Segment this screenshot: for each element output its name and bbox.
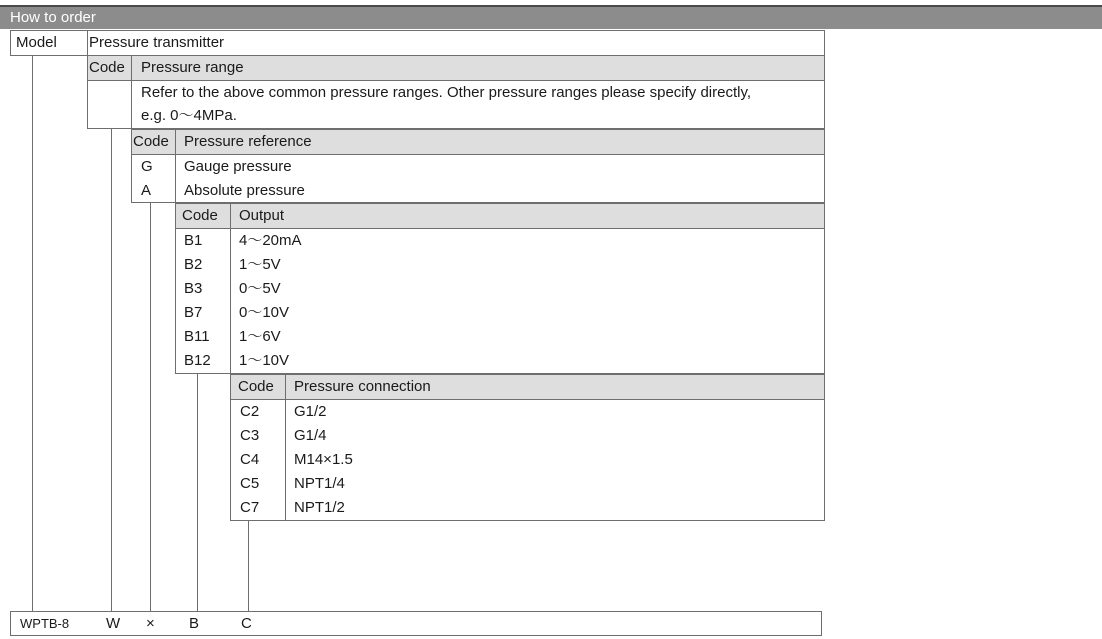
leader-line-range	[111, 129, 112, 611]
output-desc: 0～5V	[239, 280, 281, 297]
output-desc: 1～10V	[239, 352, 290, 369]
connection-desc: NPT1/4	[294, 475, 345, 492]
leader-line-connection	[248, 521, 249, 611]
model-label: Pressure transmitter	[89, 34, 225, 51]
output-desc: 4～20mA	[239, 232, 302, 249]
range-desc-line1: Refer to the above common pressure ranges. Other pressure ranges please specify directly,	[141, 84, 752, 101]
model-divider	[87, 30, 88, 56]
leader-line-reference	[150, 203, 151, 611]
connection-desc: M14×1.5	[294, 451, 353, 468]
connection-desc: G1/4	[294, 427, 327, 444]
output-code: B12	[184, 352, 211, 369]
reference-code: A	[141, 182, 152, 199]
output-code-divider	[230, 203, 231, 374]
connection-desc: NPT1/2	[294, 499, 345, 516]
example-range: W	[106, 615, 121, 632]
range-header-line	[87, 80, 825, 81]
connection-code: C4	[240, 451, 260, 468]
example-connection: C	[241, 615, 252, 632]
range-code-divider	[131, 55, 132, 129]
output-desc: 0～10V	[239, 304, 290, 321]
reference-code-divider	[175, 129, 176, 203]
reference-code-header: Code	[133, 133, 169, 150]
reference-desc: Gauge pressure	[184, 158, 292, 175]
connection-code: C3	[240, 427, 260, 444]
output-code-header: Code	[182, 207, 218, 224]
output-code: B11	[184, 328, 210, 345]
example-output: B	[189, 615, 200, 632]
output-desc: 1～5V	[239, 256, 281, 273]
reference-header-line	[131, 154, 825, 155]
output-code: B2	[184, 256, 203, 273]
connection-desc: G1/2	[294, 403, 327, 420]
output-label: Output	[239, 207, 285, 224]
output-header-line	[175, 228, 825, 229]
range-label: Pressure range	[141, 59, 244, 76]
leader-line-output	[197, 374, 198, 611]
reference-desc: Absolute pressure	[184, 182, 305, 199]
range-code-header: Code	[89, 59, 125, 76]
connection-label: Pressure connection	[294, 378, 431, 395]
range-desc-line2: e.g. 0～4MPa.	[141, 107, 237, 124]
output-desc: 1～6V	[239, 328, 281, 345]
connection-code: C7	[240, 499, 260, 516]
connection-code: C2	[240, 403, 260, 420]
section-title: How to order	[10, 9, 96, 26]
model-header: Model	[16, 34, 57, 51]
reference-label: Pressure reference	[184, 133, 312, 150]
example-model: WPTB-8	[20, 616, 70, 631]
connection-code: C5	[240, 475, 260, 492]
reference-code: G	[141, 158, 153, 175]
connection-code-header: Code	[238, 378, 274, 395]
connection-header-line	[230, 399, 825, 400]
section-title-bar	[0, 5, 1102, 29]
example-reference: ×	[146, 615, 155, 632]
output-code: B1	[184, 232, 203, 249]
output-code: B3	[184, 280, 203, 297]
output-code: B7	[184, 304, 203, 321]
example-code-row	[10, 611, 822, 636]
leader-line-model	[32, 56, 33, 611]
connection-code-divider	[285, 374, 286, 521]
